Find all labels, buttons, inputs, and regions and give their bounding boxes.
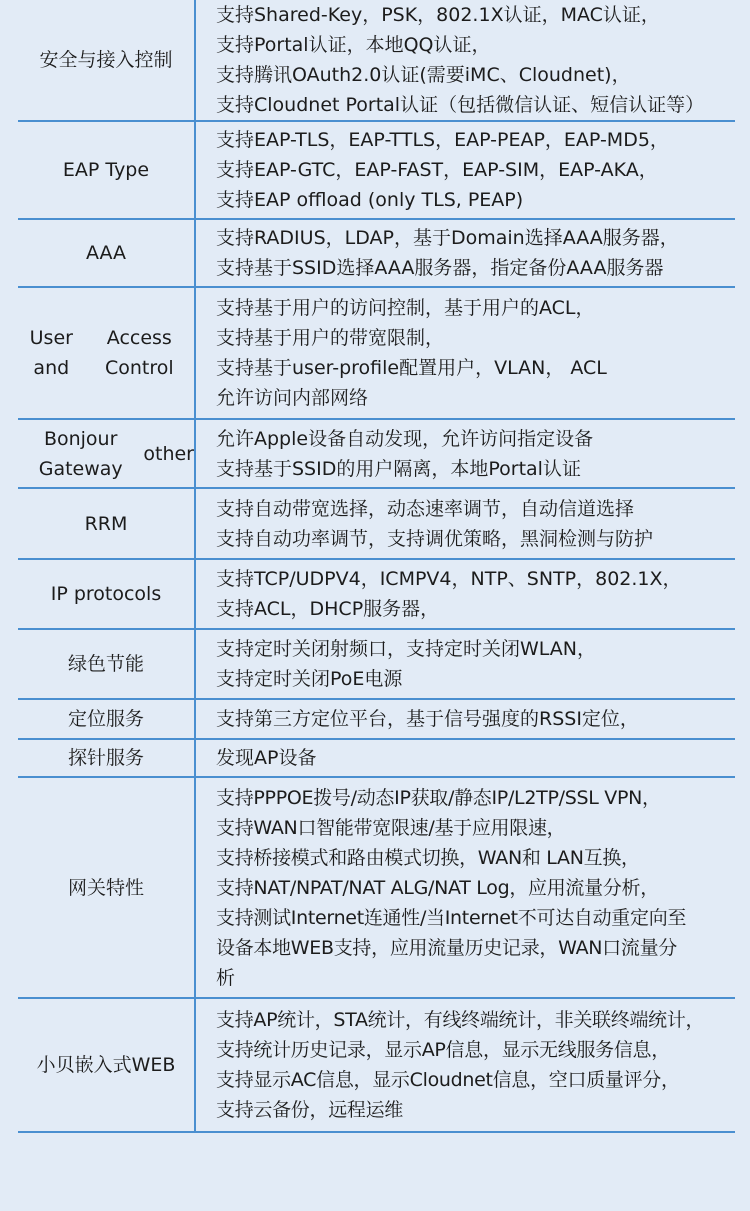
table-row <box>18 630 735 700</box>
content-line: 支持测试Internet连通性/当Internet不可达自动重定向至 <box>216 906 687 929</box>
content-line: 允许访问内部网络 <box>216 387 369 409</box>
row-content <box>196 740 735 776</box>
content-line: 支持基于SSID的用户隔离，本地Portal认证 <box>216 457 581 480</box>
content-line: 支持自动带宽选择，动态速率调节，自动信道选择 <box>216 497 635 520</box>
content-line: 支持EAP-TLS，EAP-TTLS，EAP-PEAP，EAP-MD5， <box>216 129 669 151</box>
row-content <box>196 700 735 738</box>
content-line: 支持定时关闭PoE电源 <box>216 668 403 690</box>
row-label <box>18 420 196 487</box>
row-label <box>18 288 196 418</box>
table-row <box>18 220 735 288</box>
content-line: 支持统计历史记录，显示AP信息，显示无线服务信息， <box>216 1039 670 1061</box>
content-line: 支持PPPOE拨号/动态IP获取/静态IP/L2TP/SSL VPN， <box>216 786 661 809</box>
row-label <box>18 0 196 120</box>
table-row <box>18 420 735 489</box>
label-line: 网关特性 <box>67 876 144 899</box>
table-row <box>18 0 735 122</box>
table-row <box>18 122 735 220</box>
label-line: other <box>143 442 194 465</box>
row-content <box>196 420 735 487</box>
content-line: 支持桥接模式和路由模式切换，WAN和 LAN互换， <box>216 846 640 869</box>
row-content <box>196 0 735 120</box>
row-content <box>196 288 735 418</box>
row-label <box>18 630 196 698</box>
spec-table <box>18 0 735 1133</box>
content-line: 支持EAP offload (only TLS, PEAP) <box>216 189 524 211</box>
content-line: 支持RADIUS，LDAP，基于Domain选择AAA服务器， <box>216 227 679 249</box>
row-label <box>18 122 196 218</box>
row-content <box>196 778 735 997</box>
table-row <box>18 999 735 1133</box>
content-line: 支持TCP/UDPV4，ICMPV4，NTP、SNTP，802.1X， <box>216 568 682 590</box>
content-line: 支持Portal认证，本地QQ认证， <box>216 34 491 56</box>
label-line: RRM <box>84 512 128 535</box>
content-line: 支持基于用户的访问控制，基于用户的ACL， <box>216 297 595 319</box>
content-line: 支持显示AC信息，显示Cloudnet信息，空口质量评分， <box>216 1069 680 1091</box>
row-content <box>196 122 735 218</box>
row-label <box>18 999 196 1131</box>
table-row <box>18 560 735 630</box>
row-content <box>196 630 735 698</box>
label-line: 探针服务 <box>67 747 144 769</box>
label-line: 与接入控制 <box>77 49 173 71</box>
label-line: 绿色节能 <box>67 653 144 675</box>
row-content <box>196 489 735 558</box>
label-line: User and <box>29 327 73 379</box>
row-content <box>196 220 735 286</box>
label-line: EAP Type <box>62 159 150 181</box>
content-line: 支持自动功率调节，支持调优策略，黑洞检测与防护 <box>216 527 654 550</box>
row-label <box>18 220 196 286</box>
content-line: 支持Shared-Key，PSK，802.1X认证，MAC认证， <box>216 4 660 26</box>
content-line: 支持NAT/NPAT/NAT ALG/NAT Log，应用流量分析， <box>216 876 659 899</box>
content-line: 支持ACL，DHCP服务器， <box>216 598 440 620</box>
label-line: 小贝嵌入式WEB <box>36 1054 176 1076</box>
label-line: AAA <box>85 242 127 264</box>
label-line: IP protocols <box>50 583 162 605</box>
content-line: 支持AP统计，STA统计，有线终端统计，非关联终端统计， <box>216 1009 705 1031</box>
row-label <box>18 489 196 558</box>
content-line: 支持腾讯OAuth2.0认证(需要iMC、Cloudnet)， <box>216 64 631 86</box>
content-line: 支持定时关闭射频口，支持定时关闭WLAN， <box>216 638 597 660</box>
content-line: 允许Apple设备自动发现，允许访问指定设备 <box>216 427 594 450</box>
row-label <box>18 560 196 628</box>
content-line: 支持EAP-GTC，EAP-FAST，EAP-SIM，EAP-AKA， <box>216 159 658 181</box>
row-label <box>18 700 196 738</box>
content-line: 析 <box>216 966 235 989</box>
content-line: 发现AP设备 <box>216 747 317 769</box>
table-row <box>18 700 735 740</box>
row-label <box>18 740 196 776</box>
content-line: 支持Cloudnet Portal认证（包括微信认证、短信认证等） <box>216 94 705 116</box>
label-line: 定位服务 <box>67 708 144 730</box>
row-content <box>196 560 735 628</box>
content-line: 设备本地WEB支持，应用流量历史记录，WAN口流量分 <box>216 936 677 959</box>
row-label <box>18 778 196 997</box>
content-line: 支持基于用户的带宽限制， <box>216 327 445 349</box>
content-line: 支持基于user-profile配置用户，VLAN， ACL <box>216 357 607 379</box>
table-row <box>18 489 735 560</box>
content-line: 支持第三方定位平台，基于信号强度的RSSI定位， <box>216 708 639 730</box>
label-line: Bonjour Gateway <box>38 427 123 480</box>
label-line: 安全 <box>39 49 78 71</box>
content-line: 支持WAN口智能带宽限速/基于应用限速， <box>216 816 566 839</box>
content-line: 支持云备份，远程运维 <box>216 1099 404 1121</box>
label-line: Access Control <box>104 327 174 379</box>
table-row <box>18 778 735 999</box>
table-row <box>18 288 735 420</box>
row-content <box>196 999 735 1131</box>
table-row <box>18 740 735 778</box>
content-line: 支持基于SSID选择AAA服务器，指定备份AAA服务器 <box>216 257 664 279</box>
